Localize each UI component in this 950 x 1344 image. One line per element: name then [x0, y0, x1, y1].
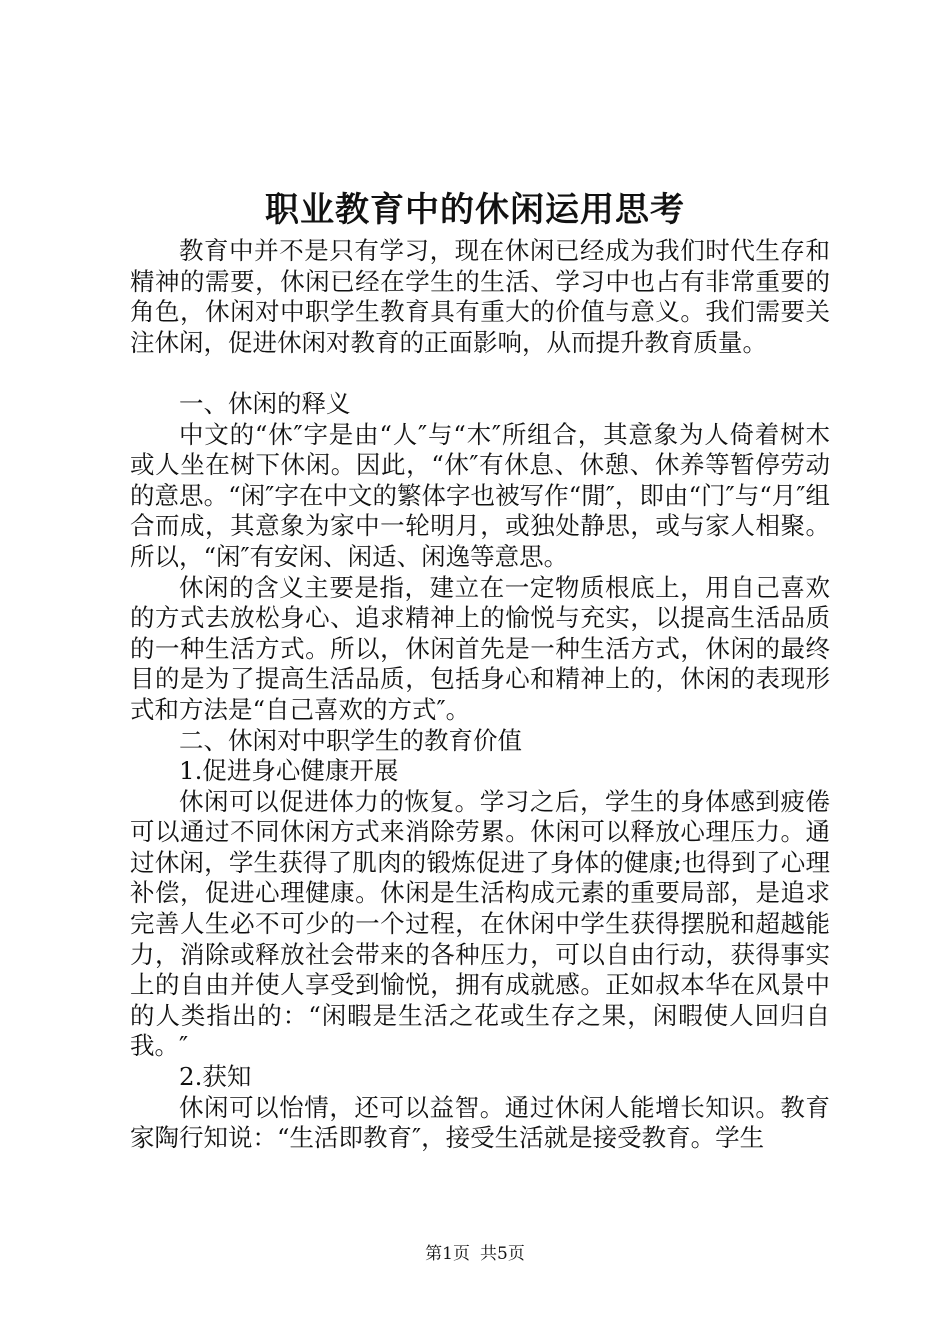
- paragraph-meaning: 休闲的含义主要是指，建立在一定物质根底上，用自己喜欢的方式去放松身心、追求精神上的愉悦与充实，以提高生活品质的一种生活方式。所以，休闲首先是一种生活方式，休闲的最终目的是为了提高生活品质，包括身心和精神上的，休闲的表现形式和方法是“自己喜欢的方式″。: [130, 572, 830, 724]
- paragraph-intro: 教育中并不是只有学习，现在休闲已经成为我们时代生存和精神的需要，休闲已经在学生的生活、学习中也占有非常重要的角色，休闲对中职学生教育具有重大的价值与意义。我们需要关注休闲，促进休闲对教育的正面影响，从而提升教育质量。: [130, 236, 830, 357]
- paragraph-knowledge: 休闲可以怡情，还可以益智。通过休闲人能增长知识。教育家陶行知说：“生活即教育″，接受生活就是接受教育。学生: [130, 1092, 830, 1153]
- section-heading-value: 二、休闲对中职学生的教育价值: [179, 725, 522, 755]
- paragraph-health: 休闲可以促进体力的恢复。学习之后，学生的身体感到疲倦可以通过不同休闲方式来消除劳累。休闲可以释放心理压力。通过休闲，学生获得了肌肉的锻炼促进了身体的健康;也得到了心理补偿，促进心理健康。休闲是生活构成元素的重要局部，是追求完善人生必不可少的一个过程，在休闲中学生获得摆脱和超越能力，消除或释放社会带来的各种压力，可以自由行动，获得事实上的自由并使人享受到愉悦，拥有成就感。正如叔本华在风景中的人类指出的：“闲暇是生活之花或生存之果，闲暇使人回归自我。″: [130, 786, 830, 1061]
- subheading-knowledge: 2.获知: [179, 1062, 252, 1092]
- document-body: [130, 236, 830, 1154]
- document-title: 职业教育中的休闲运用思考: [265, 190, 685, 230]
- page-total: 共5页: [480, 1244, 525, 1264]
- section-heading-definition: 一、休闲的释义: [179, 388, 351, 418]
- subheading-health: 1.促进身心健康开展: [179, 756, 399, 786]
- page-footer: [0, 1242, 950, 1266]
- paragraph-etymology: 中文的“休″字是由“人″与“木″所组合，其意象为人倚着树木或人坐在树下休闲。因此，“休″有休息、休憩、休养等暂停劳动的意思。“闲″字在中文的繁体字也被写作“閒″，即由“门″与“月″组合而成，其意象为家中一轮明月，或独处静思，或与家人相聚。所以，“闲″有安闲、闲适、闲逸等意思。: [130, 419, 830, 571]
- page-number: 第1页: [425, 1244, 470, 1264]
